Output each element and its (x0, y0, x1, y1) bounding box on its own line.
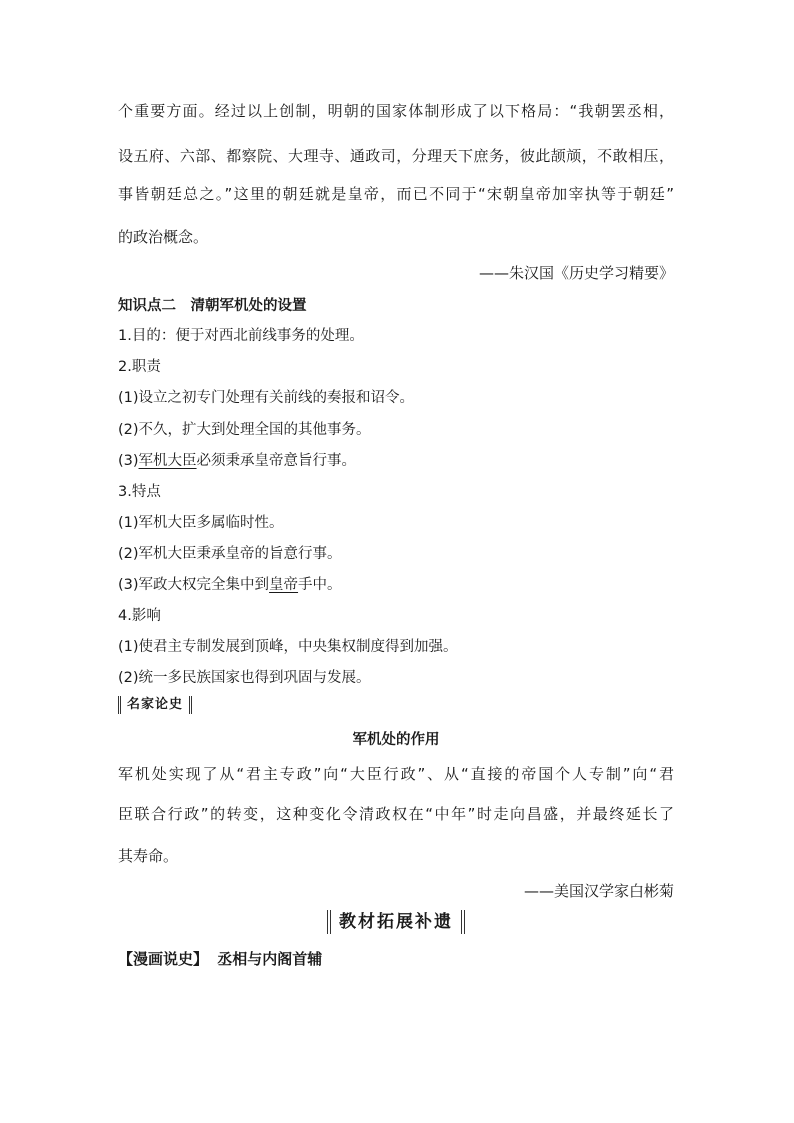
feature-item-1: (1)军机大臣多属临时性。 (118, 515, 284, 531)
quote-line-1: 个重要方面。经过以上创制，明朝的国家体制形成了以下格局：“我朝罢丞相， (118, 102, 674, 120)
comic-label: 【漫画说史】 (118, 950, 209, 968)
scholar-tag: 名家论史 (118, 696, 192, 714)
scholar-title: 军机处的作用 (352, 732, 440, 748)
feature-3-prefix: (3)军政大权完全集中到 (118, 577, 270, 593)
comic-line (118, 948, 322, 969)
duties-title: 2.职责 (118, 359, 161, 375)
extension-banner (118, 910, 674, 934)
impact-item-1: (1)使君主专制发展到顶峰，中央集权制度得到加强。 (118, 639, 458, 655)
features-title: 3.特点 (118, 484, 161, 500)
section-heading: 知识点二 清朝军机处的设置 (118, 298, 307, 314)
scholar-line-3: 其寿命。 (118, 847, 179, 865)
quote-line-2: 设五府、六部、都察院、大理寺、通政司，分理天下庶务，彼此颉颃，不敢相压， (118, 147, 674, 165)
duty-3-underlined: 军机大臣 (138, 453, 197, 469)
feature-3-underlined: 皇帝 (269, 577, 299, 593)
feature-item-3 (118, 573, 342, 594)
scholar-source: ——美国汉学家白彬菊 (523, 882, 674, 900)
feature-item-2: (2)军机大臣秉承皇帝的旨意行事。 (118, 546, 342, 562)
quote-source: ——朱汉国《历史学习精要》 (478, 264, 674, 282)
duty-3-suffix: 必须秉承皇帝意旨行事。 (196, 453, 357, 469)
scholar-line-2: 臣联合行政”的转变，这种变化令清政权在“中年”时走向昌盛，并最终延长了 (118, 805, 674, 823)
duty-item-1: (1)设立之初专门处理有关前线的奏报和诏令。 (118, 390, 415, 406)
quote-line-3: 事皆朝廷总之。”这里的朝廷就是皇帝，而已不同于“宋朝皇帝加宰执等于朝廷” (118, 185, 674, 203)
quote-line-4: 的政治概念。 (118, 228, 209, 246)
duty-3-prefix: (3) (118, 453, 139, 469)
impact-title: 4.影响 (118, 608, 161, 624)
extension-banner-text: 教材拓展补遗 (327, 910, 465, 934)
duty-item-2: (2)不久，扩大到处理全国的其他事务。 (118, 422, 371, 438)
purpose-item: 1.目的：便于对西北前线事务的处理。 (118, 328, 364, 344)
duty-item-3 (118, 449, 356, 470)
scholar-line-1: 军机处实现了从“君主专政”向“大臣行政”、从“直接的帝国个人专制”向“君 (118, 765, 674, 783)
feature-3-suffix: 手中。 (298, 577, 342, 593)
comic-title: 丞相与内阁首辅 (217, 950, 323, 968)
impact-item-2: (2)统一多民族国家也得到巩固与发展。 (118, 670, 371, 686)
